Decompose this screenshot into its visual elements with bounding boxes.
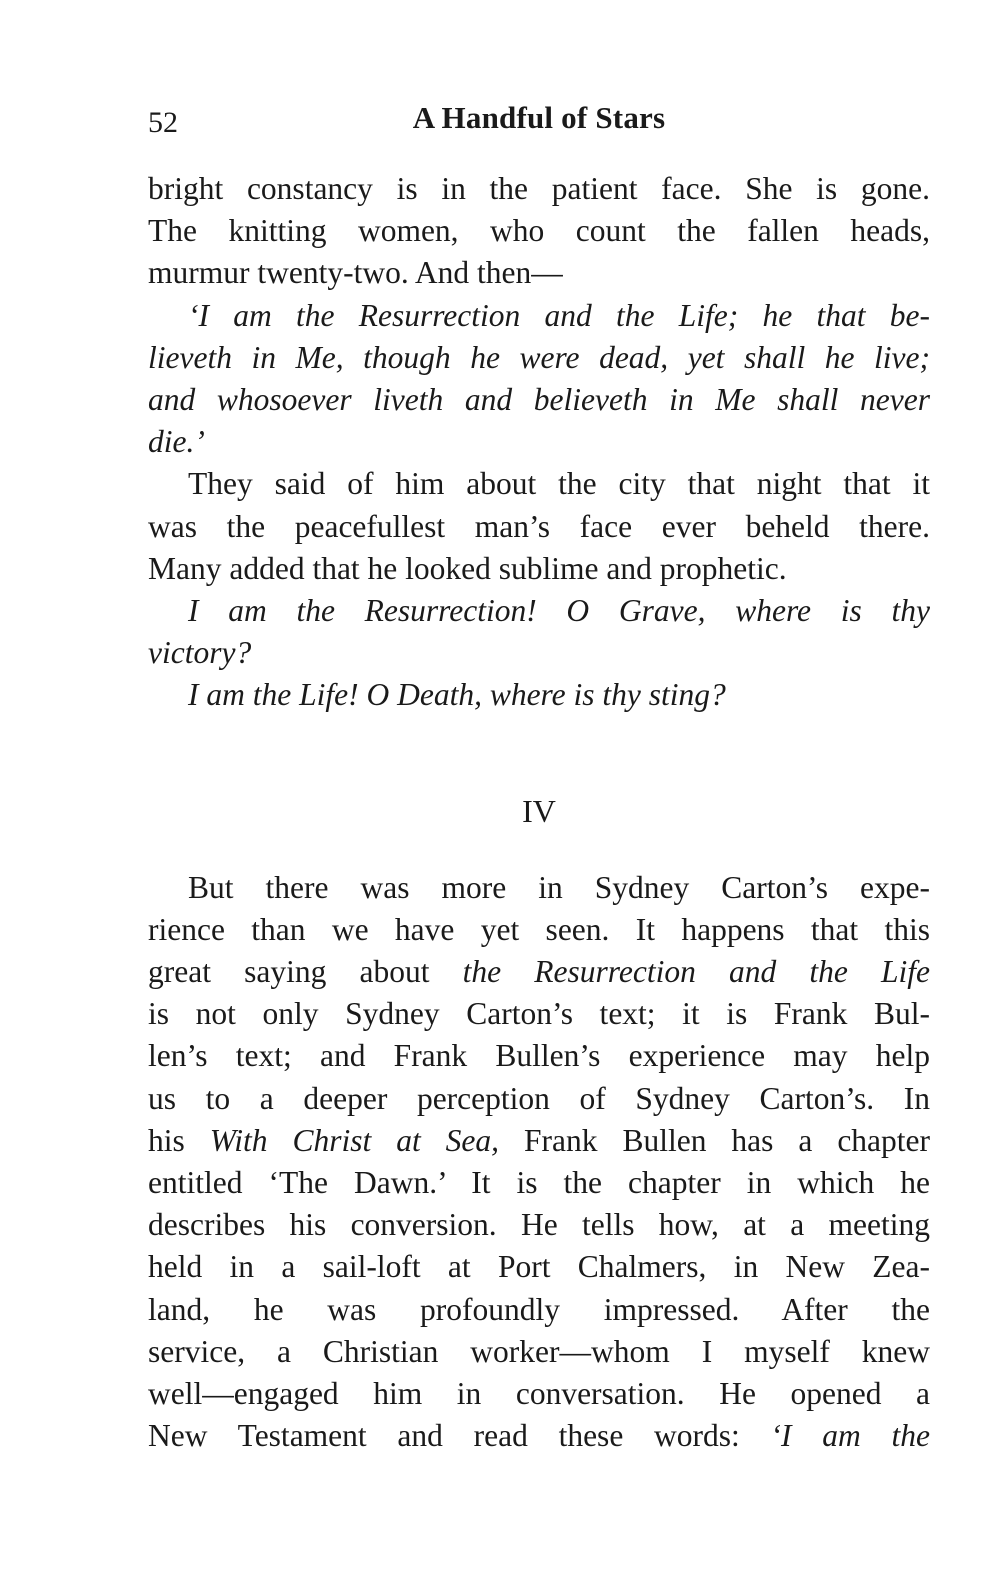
text-line: murmur twenty-two. And then— (148, 255, 563, 291)
text-line: ‘I am the Resurrection and the Life; he that be- (188, 297, 930, 333)
text-line: entitled ‘The Dawn.’ It is the chapter in which he (148, 1165, 930, 1201)
page-header (148, 100, 930, 144)
text-line: I am the Life! O Death, where is thy sting? (188, 677, 726, 713)
text-line: Many added that he looked sublime and prophetic. (148, 550, 787, 586)
scripture-quote (148, 674, 930, 716)
text-line: rience than we have yet seen. It happens that this (148, 911, 930, 947)
text-line: and whosoever liveth and believeth in Me shall never (148, 382, 930, 418)
text-line: is not only Sydney Carton’s text; it is Frank Bul- (148, 996, 930, 1032)
text-line: held in a sail-loft at Port Chalmers, in New Zea- (148, 1249, 930, 1285)
italic-phrase: the Resurrection and the Life (462, 954, 931, 990)
text-line: The knitting women, who count the fallen heads, (148, 213, 930, 249)
text-run: his (148, 1122, 210, 1158)
scripture-quote (148, 295, 930, 464)
text-line: die.’ (148, 424, 205, 460)
text-line: service, a Christian worker—whom I myself knew (148, 1333, 930, 1369)
text-run: Frank Bullen has a chapter (499, 1122, 930, 1158)
text-line: bright constancy is in the patient face. She is gone. (148, 171, 930, 206)
text-line (148, 951, 930, 993)
text-line: lieveth in Me, though he were dead, yet shall he live; (148, 339, 930, 375)
text-line: They said of him about the city that night that it (188, 466, 930, 502)
page-number: 52 (148, 106, 178, 139)
paragraph-continuation (148, 168, 930, 295)
italic-phrase: ‘I am the (770, 1418, 930, 1454)
text-line: land, he was profoundly impressed. After the (148, 1291, 930, 1327)
text-line (148, 1415, 930, 1457)
text-line: well—engaged him in conversation. He opened a (148, 1376, 930, 1412)
book-title: With Christ at Sea, (209, 1122, 500, 1158)
paragraph (148, 463, 930, 590)
text-line: I am the Resurrection! O Grave, where is thy (188, 593, 930, 629)
body-text (148, 168, 930, 1457)
section-heading: IV (522, 792, 556, 829)
text-run: great saying about (148, 954, 463, 990)
running-title: A Handful of Stars (412, 100, 666, 135)
text-line: was the peacefullest man’s face ever beheld there. (148, 508, 930, 544)
text-run: New Testament and read these words: (148, 1418, 771, 1454)
scripture-quote (148, 590, 930, 674)
text-line: describes his conversion. He tells how, at a meeting (148, 1207, 930, 1243)
text-line (148, 1120, 930, 1162)
text-line: len’s text; and Frank Bullen’s experience may help (148, 1038, 930, 1074)
text-line: victory? (148, 635, 252, 671)
text-line: But there was more in Sydney Carton’s expe- (188, 869, 930, 905)
text-line: us to a deeper perception of Sydney Carton’s. In (148, 1080, 930, 1116)
paragraph (148, 867, 930, 1458)
